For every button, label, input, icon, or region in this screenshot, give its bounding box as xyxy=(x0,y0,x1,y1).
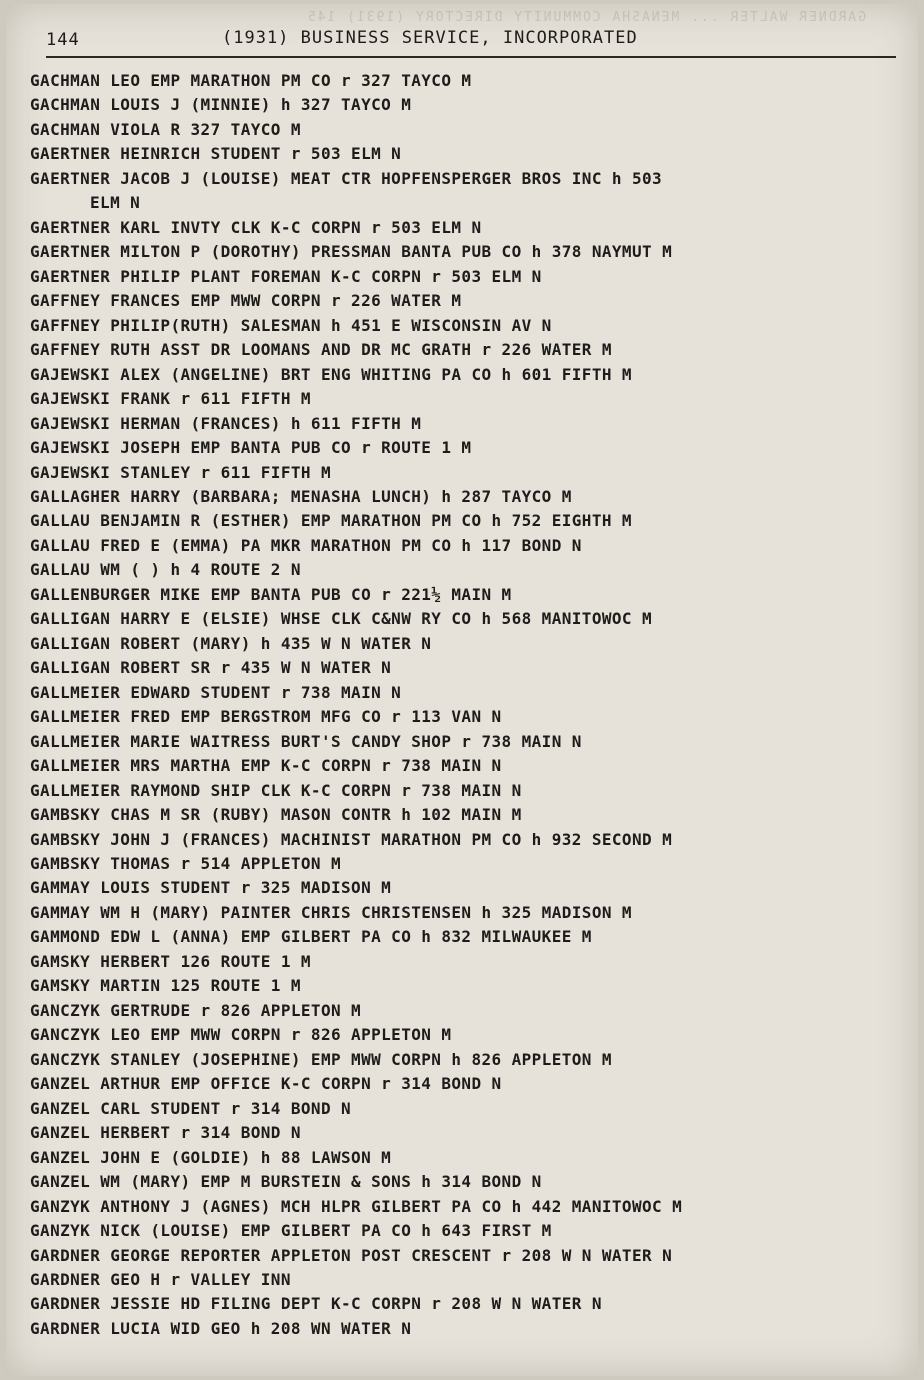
directory-entry: GAMMOND EDW L (ANNA) EMP GILBERT PA CO h 832 MILWAUKEE M xyxy=(30,927,592,947)
directory-entry: GALLIGAN HARRY E (ELSIE) WHSE CLK C&NW RY CO h 568 MANITOWOC M xyxy=(30,609,653,629)
page-number: 144 xyxy=(46,30,80,50)
directory-entry: GAMBSKY THOMAS r 514 APPLETON M xyxy=(30,854,342,873)
directory-entry: GAJEWSKI STANLEY r 611 FIFTH M xyxy=(30,462,331,482)
page-header xyxy=(46,28,896,58)
directory-entry: GALLAU FRED E (EMMA) PA MKR MARATHON PM CO h 117 BOND N xyxy=(30,535,582,555)
directory-entry: GARDNER GEORGE REPORTER APPLETON POST CRESCENT r 208 W N WATER N xyxy=(30,1245,673,1265)
directory-entry: GALLMEIER MARIE WAITRESS BURT'S CANDY SHOP r 738 MAIN N xyxy=(30,731,582,751)
directory-entry: GAERTNER PHILIP PLANT FOREMAN K-C CORPN r 503 ELM N xyxy=(30,266,542,286)
directory-entry: GANCZYK STANLEY (JOSEPHINE) EMP MWW CORPN h 826 APPLETON M xyxy=(30,1049,612,1069)
show-through-text: GARDNER WALTER ... MENASHA COMMUNITY DIRECTORY (1931) 145 xyxy=(305,10,866,25)
directory-entry: GACHMAN LOUIS J (MINNIE) h 327 TAYCO M xyxy=(30,95,412,115)
directory-entry: GAJEWSKI JOSEPH EMP BANTA PUB CO r ROUTE 1 M xyxy=(30,438,472,458)
running-head: (1931) BUSINESS SERVICE, INCORPORATED xyxy=(222,28,638,48)
directory-entry: GAMMAY WM H (MARY) PAINTER CHRIS CHRISTENSEN h 325 MADISON M xyxy=(30,902,632,922)
directory-entry: GANZEL CARL STUDENT r 314 BOND N xyxy=(30,1098,352,1118)
directory-entry: GAERTNER MILTON P (DOROTHY) PRESSMAN BANTA PUB CO h 378 NAYMUT M xyxy=(30,242,673,262)
directory-entry: GAJEWSKI HERMAN (FRANCES) h 611 FIFTH M xyxy=(30,413,422,433)
directory-page xyxy=(6,4,918,1376)
directory-entry: GALLENBURGER MIKE EMP BANTA PUB CO r 221½ MAIN M xyxy=(30,584,512,604)
directory-entry: GAMBSKY CHAS M SR (RUBY) MASON CONTR h 102 MAIN M xyxy=(30,805,522,825)
directory-entry: GAJEWSKI FRANK r 611 FIFTH M xyxy=(30,389,311,409)
directory-entry: GAMMAY LOUIS STUDENT r 325 MADISON M xyxy=(30,878,392,898)
directory-entry: GANCZYK GERTRUDE r 826 APPLETON M xyxy=(30,1000,362,1020)
directory-entry: GALLMEIER RAYMOND SHIP CLK K-C CORPN r 738 MAIN N xyxy=(30,780,522,800)
directory-entry: GARDNER GEO H r VALLEY INN xyxy=(30,1269,291,1289)
directory-entry: GACHMAN VIOLA R 327 TAYCO M xyxy=(30,119,301,139)
directory-entry: GAERTNER JACOB J (LOUISE) MEAT CTR HOPFENSPERGER BROS INC h 503 xyxy=(30,168,663,188)
directory-entry: GAFFNEY PHILIP(RUTH) SALESMAN h 451 E WISCONSIN AV N xyxy=(30,315,552,335)
directory-entry: GAERTNER HEINRICH STUDENT r 503 ELM N xyxy=(30,144,402,164)
directory-entry: GANCZYK LEO EMP MWW CORPN r 826 APPLETON M xyxy=(30,1025,452,1045)
directory-entry: GANZEL HERBERT r 314 BOND N xyxy=(30,1123,301,1143)
directory-entry: GAJEWSKI ALEX (ANGELINE) BRT ENG WHITING PA CO h 601 FIFTH M xyxy=(30,364,632,384)
directory-entry: GALLMEIER FRED EMP BERGSTROM MFG CO r 113 VAN N xyxy=(30,707,502,727)
directory-entry: GAFFNEY RUTH ASST DR LOOMANS AND DR MC GRATH r 226 WATER M xyxy=(30,340,612,360)
directory-entry: GAFFNEY FRANCES EMP MWW CORPN r 226 WATER M xyxy=(30,291,462,311)
directory-entry: GALLIGAN ROBERT (MARY) h 435 W N WATER N xyxy=(30,633,432,653)
directory-entry: GAERTNER KARL INVTY CLK K-C CORPN r 503 ELM N xyxy=(30,217,482,237)
directory-entry: GALLMEIER MRS MARTHA EMP K-C CORPN r 738 MAIN N xyxy=(30,756,502,776)
directory-entry: GALLIGAN ROBERT SR r 435 W N WATER N xyxy=(30,658,392,678)
directory-entry: GAMBSKY JOHN J (FRANCES) MACHINIST MARATHON PM CO h 932 SECOND M xyxy=(30,829,673,849)
directory-entry: ELM N xyxy=(90,193,141,213)
directory-entry: GALLMEIER EDWARD STUDENT r 738 MAIN N xyxy=(30,682,402,702)
directory-entry: GANZEL WM (MARY) EMP M BURSTEIN & SONS h 314 BOND N xyxy=(30,1172,542,1192)
directory-entry: GANZYK ANTHONY J (AGNES) MCH HLPR GILBERT PA CO h 442 MANITOWOC M xyxy=(30,1196,683,1216)
directory-entry: GALLAU BENJAMIN R (ESTHER) EMP MARATHON PM CO h 752 EIGHTH M xyxy=(30,511,632,531)
directory-entry: GAMSKY HERBERT 126 ROUTE 1 M xyxy=(30,951,311,971)
directory-entry: GALLAU WM ( ) h 4 ROUTE 2 N xyxy=(30,560,301,580)
directory-entry: GACHMAN LEO EMP MARATHON PM CO r 327 TAYCO M xyxy=(30,71,472,90)
directory-entry: GALLAGHER HARRY (BARBARA; MENASHA LUNCH) h 287 TAYCO M xyxy=(30,486,572,506)
directory-entry: GARDNER LUCIA WID GEO h 208 WN WATER N xyxy=(30,1318,412,1338)
directory-entry: GANZEL JOHN E (GOLDIE) h 88 LAWSON M xyxy=(30,1147,392,1167)
directory-entries xyxy=(30,69,908,1341)
directory-entry: GANZYK NICK (LOUISE) EMP GILBERT PA CO h 643 FIRST M xyxy=(30,1221,552,1241)
directory-entry: GANZEL ARTHUR EMP OFFICE K-C CORPN r 314 BOND N xyxy=(30,1074,502,1094)
directory-entry: GARDNER JESSIE HD FILING DEPT K-C CORPN r 208 W N WATER N xyxy=(30,1294,602,1314)
directory-entry: GAMSKY MARTIN 125 ROUTE 1 M xyxy=(30,976,301,996)
